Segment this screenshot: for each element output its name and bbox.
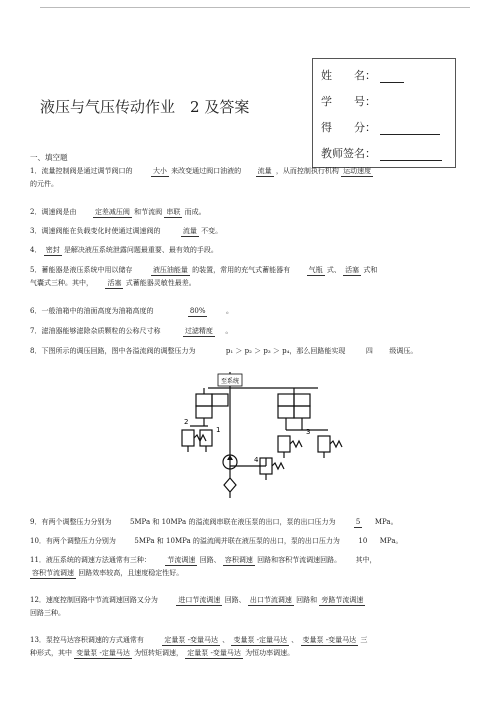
- answer: 变量泵 -定量马达: [233, 636, 288, 644]
- answer: 旁路节流调速: [321, 596, 364, 604]
- question-6: [30, 305, 470, 318]
- question-text: 式、: [326, 266, 341, 274]
- info-label: 学 号：: [321, 95, 376, 108]
- question-4: [30, 244, 470, 257]
- answer: 5: [355, 518, 361, 526]
- answer: 活塞: [107, 279, 122, 287]
- question-text: 式蓄能器灵敏性最差。: [125, 279, 196, 287]
- question-text: 11．液压系统的调速方法通常有三种：: [30, 556, 151, 564]
- diagram-number: 1: [216, 426, 221, 434]
- question-text: 式和: [363, 266, 378, 274]
- question-text: 6．一般油箱中的油面高度为油箱高度的: [30, 307, 154, 315]
- info-label: 教师签名：: [321, 147, 376, 160]
- answer: 定量泵 -变量马达: [187, 649, 241, 657]
- question-11: [30, 554, 470, 580]
- page-title: 液压与气压传动作业 2 及答案: [40, 98, 250, 116]
- answer: 容积调速: [224, 556, 253, 564]
- answer: 流量: [182, 227, 197, 235]
- question-text: 的装置，常用的充气式蓄能器有: [192, 266, 291, 274]
- question-text: 7．滤油器能够滤除杂质颗粒的公称尺寸称: [30, 327, 161, 335]
- question-text: 3．调速阀能在负载变化时使通过调速阀的: [30, 227, 161, 235]
- question-text: 2．调速阀是由: [30, 208, 77, 216]
- question-text: 5MPa 和 10MPa 的溢流阀串联在液压泵的出口，泵的出口压力为: [129, 518, 336, 526]
- info-label: 姓 名：: [321, 69, 376, 82]
- answer: 出口节流调速: [249, 596, 292, 604]
- answer: 容积节流调速: [32, 569, 74, 577]
- question-2: [30, 206, 470, 219]
- question-10: [30, 535, 470, 548]
- info-blank[interactable]: [380, 148, 442, 161]
- diagram-system-label: 至系统: [220, 378, 240, 385]
- question-text: 来改变通过阀口油液的: [171, 167, 242, 175]
- answer: 节流调速: [167, 556, 196, 564]
- question-13: [30, 634, 470, 660]
- question-text: 回路和: [296, 596, 318, 604]
- question-12: [30, 594, 470, 620]
- answer: 气瓶: [308, 266, 323, 274]
- diagram-number: 4: [254, 456, 259, 464]
- question-text: 回路和容积节流调速回路。: [257, 556, 342, 564]
- question-9: [30, 516, 470, 529]
- question-text: 级调压。: [389, 347, 418, 355]
- question-text: 种形式，其中: [30, 649, 72, 657]
- question-text: p₁ ＞ p₂ ＞ p₃ ＞ p₄，那么回路能实现: [225, 347, 346, 355]
- answer: 过滤精度: [184, 327, 213, 335]
- question-text: 为恒转矩调速，: [134, 649, 184, 657]
- answer: 四: [365, 347, 373, 355]
- question-text: 、: [222, 636, 230, 644]
- info-row-teacher: [321, 145, 442, 161]
- answer: 定量泵 -变量马达: [164, 636, 218, 644]
- question-8: [30, 345, 470, 358]
- question-text: 5．蓄能器是液压系统中用以储存: [30, 266, 133, 274]
- question-text: 是解决液压系统泄露问题最重要、最有效的手段。: [63, 246, 218, 254]
- question-text: 回路效率较高，且速度稳定性好。: [78, 569, 184, 577]
- question-3: [30, 225, 470, 238]
- question-text: 回路、: [199, 556, 221, 564]
- question-text: 回路三种。: [30, 609, 65, 617]
- question-text: 9．有两个调整压力分别为: [30, 518, 112, 526]
- question-text: 13．泵控马达容积调速的方式通常有: [30, 636, 144, 644]
- diagram-number: 3: [306, 428, 311, 436]
- question-text: 三: [360, 636, 368, 644]
- info-row-id: [321, 93, 376, 109]
- question-text: 、: [291, 636, 299, 644]
- info-label: 得 分：: [321, 121, 376, 134]
- question-text: MPa。: [379, 537, 403, 545]
- diagram-number: 2: [184, 418, 189, 426]
- student-info-box: [312, 58, 456, 168]
- question-text: MPa。: [374, 518, 398, 526]
- answer: 变量泵 -定量马达: [76, 649, 130, 657]
- question-text: 和节流阀: [134, 208, 163, 216]
- answer: 进口节流调速: [178, 596, 221, 604]
- question-text: ，从而控制执行机构: [275, 167, 339, 175]
- question-text: 4．: [30, 246, 42, 254]
- question-text: 。: [225, 327, 233, 335]
- section-title: 一、填空题: [30, 153, 68, 162]
- question-text: 气囊式三种。其中，: [30, 279, 93, 287]
- question-text: 12．速度控制回路中节流调速回路又分为: [30, 596, 158, 604]
- answer: 密封: [45, 246, 60, 254]
- question-text: 。: [225, 307, 233, 315]
- answer: 变量泵 -变量马达: [302, 636, 357, 644]
- question-text: 5MPa 和 10MPa 的溢流阀并联在液压泵的出口，泵的出口压力为: [134, 537, 340, 545]
- answer: 流量: [257, 167, 272, 175]
- question-5: [30, 264, 470, 290]
- question-text: 的元件。: [30, 180, 58, 188]
- question-text: 1．流量控制阀是通过调节阀口的: [30, 167, 133, 175]
- answer: 液压油能量: [152, 266, 188, 274]
- question-text: 10．有两个调整压力分别为: [30, 537, 116, 545]
- answer: 大小: [152, 167, 167, 175]
- header-rule: [40, 7, 470, 8]
- answer: 活塞: [345, 266, 360, 274]
- question-text: 而成。: [184, 208, 206, 216]
- question-7: [30, 325, 470, 338]
- answer: 10: [358, 537, 368, 545]
- question-text: 不变。: [201, 227, 223, 235]
- info-row-score: [321, 119, 440, 135]
- answer: 定差减压阀: [94, 208, 130, 216]
- question-1: [30, 165, 470, 191]
- pressure-circuit-diagram: [178, 366, 348, 502]
- question-text: 为恒功率调速。: [245, 649, 295, 657]
- info-row-name: [321, 67, 404, 83]
- question-text: 回路、: [224, 596, 246, 604]
- question-text: 8．下图所示的调压回路，图中各溢流阀的调整压力为: [30, 347, 196, 355]
- question-text: 其中，: [355, 556, 377, 564]
- answer: 运动速度: [343, 167, 372, 175]
- info-blank[interactable]: [380, 70, 404, 83]
- info-blank[interactable]: [380, 122, 440, 135]
- answer: 80%: [189, 307, 206, 315]
- answer: 串联: [166, 208, 181, 216]
